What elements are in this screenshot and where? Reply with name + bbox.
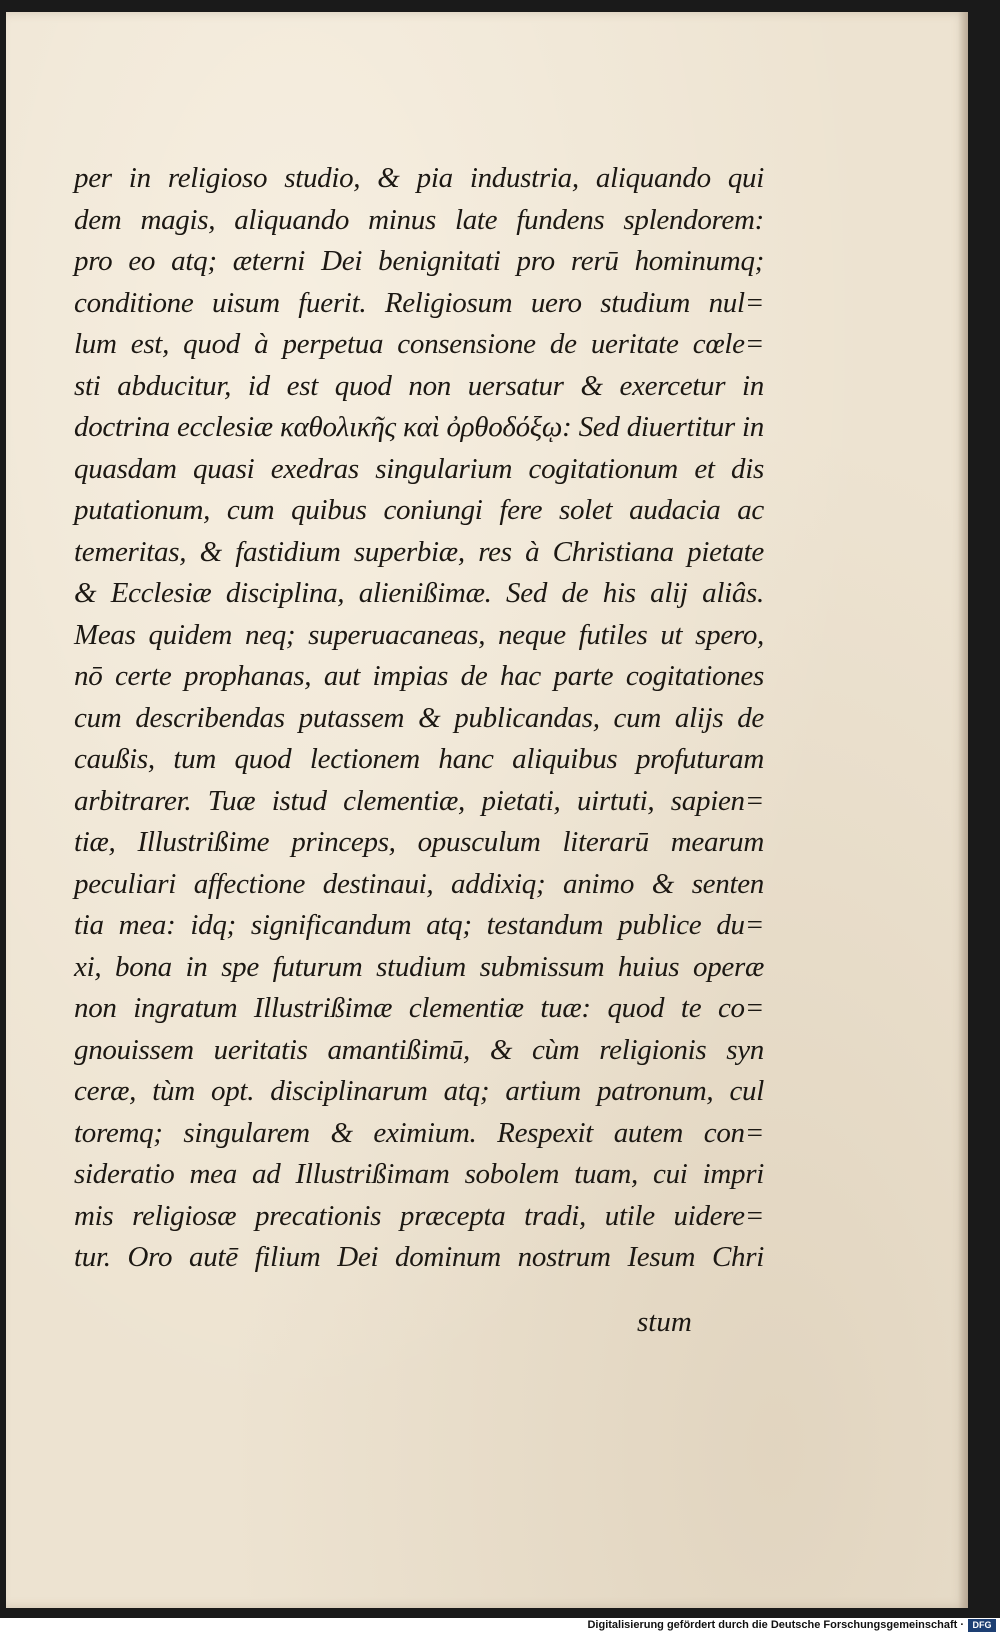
text-line: pro eo atq; æterni Dei benignitati pro rerū hominumq;: [74, 245, 764, 277]
dfg-logo: DFG: [968, 1619, 996, 1632]
text-line: nō certe prophanas, aut impias de hac parte cogitationes: [74, 660, 764, 692]
page-edge-shadow: [958, 12, 968, 1608]
text-line: tur. Oro autē filium Dei dominum nostrum Iesum Chri: [74, 1241, 764, 1273]
text-line: sti abducitur, id est quod non uersatur & exercetur in: [74, 369, 764, 402]
text-line: putationum, cum quibus coniungi fere solet audacia ac: [74, 494, 764, 526]
text-line: ceræ, tùm opt. disciplinarum atq; artium patronum, cul: [74, 1075, 764, 1107]
body-text: [74, 158, 764, 1279]
text-line: arbitrarer. Tuæ istud clementiæ, pietati, uirtuti, sapien=: [74, 784, 764, 817]
catchword: stum: [637, 1306, 692, 1338]
text-line: tia mea: idq; significandum atq; testandum publice du=: [74, 909, 764, 941]
text-line: quasdam quasi exedras singularium cogitationum et dis: [74, 452, 764, 485]
text-line: lum est, quod à perpetua consensione de ueritate cœle=: [74, 328, 764, 360]
text-line: caußis, tum quod lectionem hanc aliquibus profuturam: [74, 743, 764, 775]
text-line: per in religioso studio, & pia industria, aliquando qui: [74, 162, 764, 194]
text-line: sideratio mea ad Illustrißimam sobolem tuam, cui impri: [74, 1158, 764, 1190]
text-line: Meas quidem neq; superuacaneas, neque futiles ut spero,: [74, 618, 764, 651]
text-line: doctrina ecclesiæ καθολικῆς καὶ ὀρθοδόξῳ: Sed diuertitur in: [74, 411, 764, 443]
text-line: toremq; singularem & eximium. Respexit autem con=: [74, 1116, 764, 1149]
text-line: non ingratum Illustrißimæ clementiæ tuæ: quod te co=: [74, 992, 764, 1024]
text-line: peculiari affectione destinaui, addixiq; animo & senten: [74, 867, 764, 900]
text-line: dem magis, aliquando minus late fundens splendorem:: [74, 203, 764, 236]
text-line: cum describendas putassem & publicandas, cum alijs de: [74, 701, 764, 734]
text-line: tiæ, Illustrißime princeps, opusculum literarū mearum: [74, 826, 764, 858]
text-line: xi, bona in spe futurum studium submissum huius operæ: [74, 950, 764, 983]
text-line: & Ecclesiæ disciplina, alienißimæ. Sed de his alij aliâs.: [74, 577, 764, 609]
text-line: temeritas, & fastidium superbiæ, res à Christiana pietate: [74, 535, 764, 568]
text-line: gnouissem ueritatis amantißimū, & cùm religionis syn: [74, 1033, 764, 1066]
text-line: mis religiosæ precationis præcepta tradi, utile uidere=: [74, 1199, 764, 1232]
funding-credit: Digitalisierung gefördert durch die Deutsche Forschungsgemeinschaft ·: [587, 1619, 964, 1631]
text-line: conditione uisum fuerit. Religiosum uero studium nul=: [74, 286, 764, 319]
